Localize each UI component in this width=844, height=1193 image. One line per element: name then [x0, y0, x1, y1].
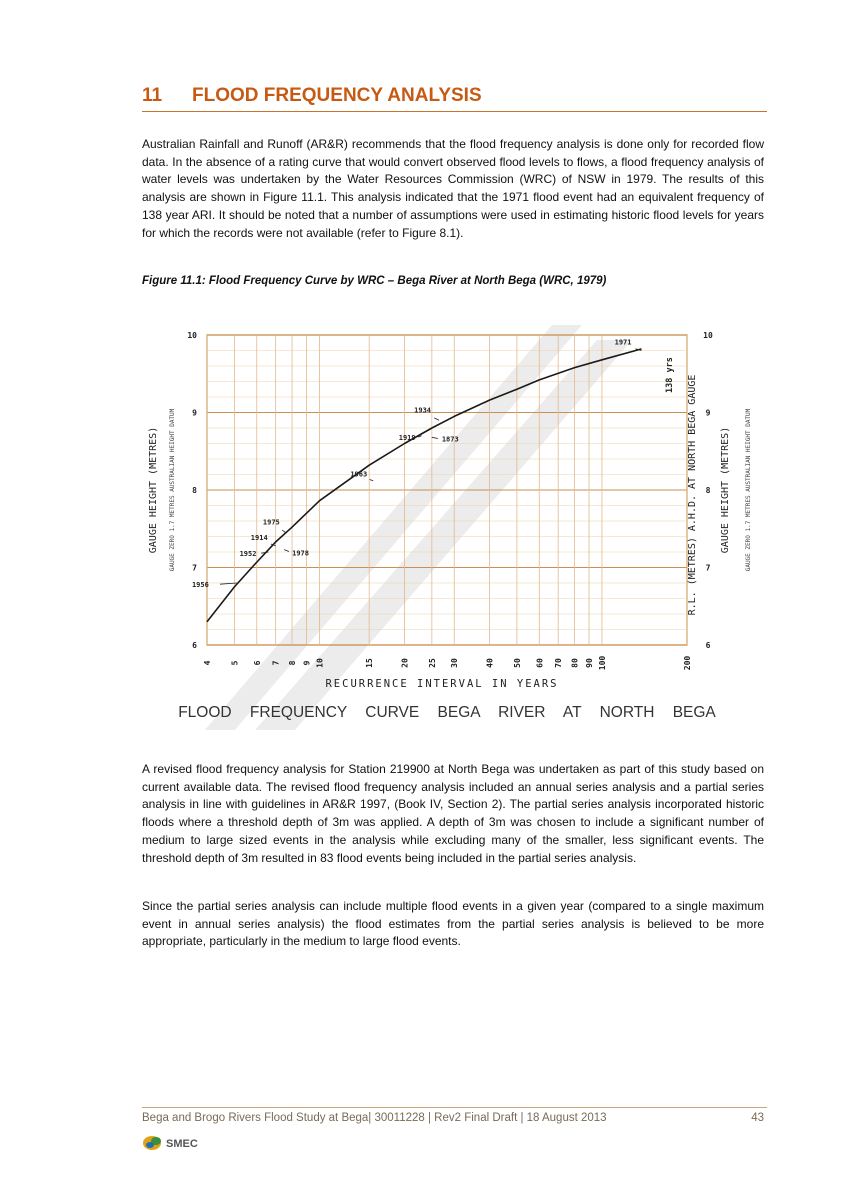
- x-tick-label: 90: [585, 658, 595, 668]
- x-tick-label: 25: [427, 658, 437, 668]
- smec-logo: [142, 1132, 212, 1152]
- flood-frequency-chart: [142, 315, 772, 730]
- x-tick-label: 60: [535, 658, 545, 668]
- y-tick-label-right: 6: [705, 641, 711, 650]
- x-tick-label: 50: [512, 658, 522, 668]
- chart-title: FLOOD FREQUENCY CURVE BEGA RIVER AT NORTH BEGA: [178, 704, 716, 721]
- point-label: 1934: [414, 406, 432, 415]
- point-label: 1978: [292, 549, 309, 558]
- x-tick-label: 5: [230, 660, 240, 666]
- chart-annotation-138yrs: 138 yrs: [665, 357, 675, 393]
- page-number: 43: [751, 1112, 764, 1124]
- x-tick-label: 70: [554, 658, 564, 668]
- point-label: 1975: [262, 518, 280, 527]
- figure-caption: Figure 11.1: Flood Frequency Curve by WRC – Bega River at North Bega (WRC, 1979): [142, 275, 607, 287]
- draft-watermark: [192, 325, 632, 730]
- x-tick-label: 30: [450, 658, 460, 668]
- y-tick-label-left: 7: [192, 563, 197, 573]
- x-tick-label: 6: [252, 660, 262, 666]
- y-tick-label-left: 10: [187, 331, 197, 340]
- point-leader: [282, 530, 286, 532]
- y-tick-label-right: 9: [705, 408, 711, 418]
- x-tick-label: 10: [315, 658, 325, 668]
- section-number: 11: [142, 85, 163, 106]
- x-tick-label: 200: [683, 655, 692, 671]
- point-label: 1919: [398, 433, 416, 442]
- point-label: 1971: [614, 338, 632, 347]
- y-tick-label-left: 8: [192, 486, 197, 495]
- chart-ylabel-right-note: GAUGE ZERO 1.7 METRES AUSTRALIAN HEIGHT DATUM: [745, 408, 752, 572]
- x-tick-label: 15: [365, 658, 375, 668]
- point-leader: [284, 550, 289, 552]
- x-tick-label: 20: [400, 658, 410, 668]
- chart-ylabel-right-outer: GAUGE HEIGHT (METRES): [720, 426, 731, 554]
- x-tick-label: 9: [302, 660, 312, 666]
- logo-text: SMEC: [166, 1138, 198, 1150]
- point-leader: [370, 480, 374, 481]
- x-tick-label: 4: [203, 660, 212, 666]
- x-tick-label: 80: [570, 658, 580, 668]
- footer-divider: [142, 1107, 767, 1108]
- y-tick-label-right: 8: [705, 486, 711, 495]
- x-tick-label: 40: [485, 658, 495, 668]
- chart-xlabel: RECURRENCE INTERVAL IN YEARS: [325, 678, 559, 690]
- point-leader: [432, 437, 438, 438]
- x-tick-label: 7: [271, 660, 281, 666]
- y-tick-label-right: 10: [703, 331, 713, 340]
- y-tick-label-left: 6: [192, 641, 197, 650]
- point-label: 1963: [350, 470, 368, 479]
- section-heading: [142, 83, 767, 112]
- x-tick-label: 100: [597, 655, 607, 671]
- y-tick-label-right: 7: [705, 563, 711, 573]
- point-label: 1914: [250, 533, 268, 542]
- point-label: 1952: [239, 550, 257, 558]
- paragraph-1: Australian Rainfall and Runoff (AR&R) recommends that the flood frequency analysis is done only for recorded flow data. In the absence of a rating curve that would convert observed flood levels to flows, a flood frequency analysis of water levels was undertaken by the Water Resources Commission (WRC) of NSW in 1979. The results of this analysis are shown in Figure 11.1. This analysis indicated that the 1971 flood event had an equivalent frequency of 138 year ARI. It should be noted that a number of assumptions were used in estimating historic flood levels for years for which the records were not available (refer to Figure 8.1).: [142, 137, 764, 240]
- point-leader: [434, 418, 439, 420]
- point-label: 1956: [191, 581, 209, 589]
- chart-ylabel-right-inner: R.L. (METRES) A.H.D. AT NORTH BEGA GAUGE: [687, 374, 698, 616]
- chart-grid: [207, 335, 687, 645]
- paragraph-2: A revised flood frequency analysis for Station 219900 at North Bega was undertaken as part of this study based on current available data. The revised flood frequency analysis included an annual series analysis and a partial series analysis in line with guidelines in AR&R 1997, (Book IV, Section 2). The partial series analysis incorporated historic floods where a threshold depth of 3m was applied. A depth of 3m was chosen to include a significant number of medium to large sized events in the analysis while excluding many of the smaller, less significant events. The threshold depth of 3m resulted in 83 flood events being included in the partial series analysis.: [142, 762, 764, 865]
- chart-ylabel-left-note: GAUGE ZERO 1.7 METRES AUSTRALIAN HEIGHT DATUM: [169, 408, 176, 572]
- point-label: 1873: [441, 435, 459, 444]
- chart-ylabel-left: GAUGE HEIGHT (METRES): [148, 426, 159, 554]
- y-tick-label-left: 9: [192, 408, 197, 418]
- footer-text: Bega and Brogo Rivers Flood Study at Bega| 30011228 | Rev2 Final Draft | 18 August 2013: [142, 1112, 607, 1124]
- x-tick-label: 8: [288, 660, 298, 666]
- section-title: FLOOD FREQUENCY ANALYSIS: [192, 85, 482, 106]
- paragraph-3: Since the partial series analysis can include multiple flood events in a given year (compared to a single maximum event in annual series analysis) the flood estimates from the partial series analysis is believed to be more appropriate, particularly in the medium to large flood events.: [142, 899, 764, 949]
- chart-ticks-layer: [187, 331, 713, 670]
